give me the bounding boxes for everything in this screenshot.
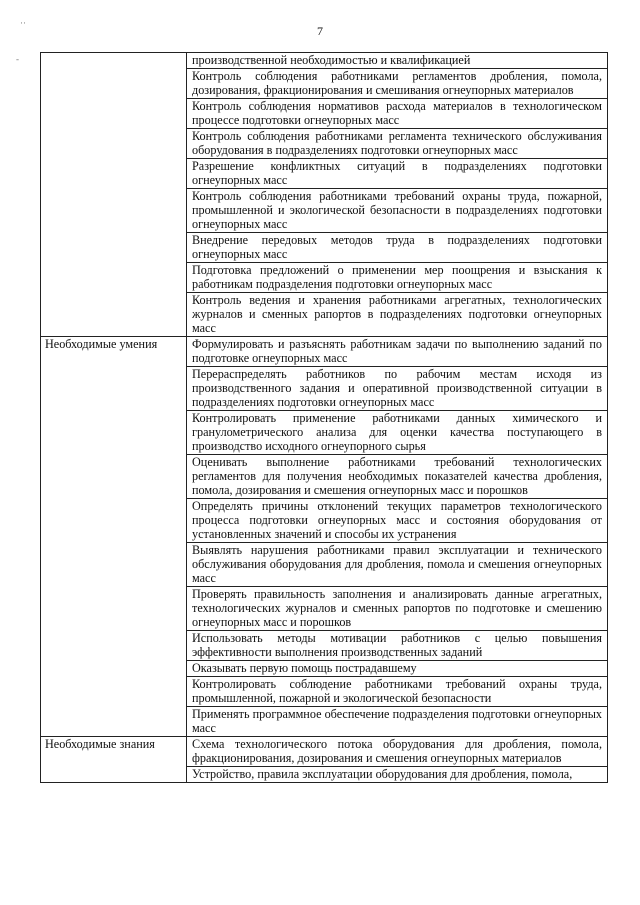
margin-mark: - [16,54,19,64]
requirement-text: Контроль соблюдения нормативов расхода материалов в технологическом процессе подготовки огнеупорных масс [187,99,608,129]
requirement-text: Контроль соблюдения работниками требований охраны труда, пожарной, промышленной и экологической безопасности в подразделениях подготовки огнеупорных масс [187,189,608,233]
requirement-text: Контролировать соблюдение работниками требований охраны труда, промышленной, пожарной и экологической безопасности [187,677,608,707]
requirement-text: Контроль соблюдения работниками регламентов дробления, помола, дозирования, фракционирования и смешивания огнеупорных материалов [187,69,608,99]
requirement-text: Проверять правильность заполнения и анализировать данные агрегатных, технологических журналов и сменных рапортов по подготовке и смешению огнеупорных масс и порошков [187,587,608,631]
section-label: Необходимые знания [41,737,187,783]
requirement-text: Контролировать применение работниками данных химического и гранулометрического анализа для оценки качества поступающего в производство исходного огнеупорного сырья [187,411,608,455]
table-row [41,737,608,767]
page-number: 7 [317,24,323,38]
requirement-text: Внедрение передовых методов труда в подразделениях подготовки огнеупорных масс [187,233,608,263]
requirement-text: производственной необходимостью и квалификацией [187,53,608,69]
section-label [41,53,187,337]
requirement-text: Оценивать выполнение работниками требований технологических регламентов для получения необходимых показателей качества дробления, помола, дозирования и смешения огнеупорных масс и порошков [187,455,608,499]
table-row [41,337,608,367]
requirement-text: Подготовка предложений о применении мер поощрения и взыскания к работникам подразделения подготовки огнеупорных масс [187,263,608,293]
requirement-text: Разрешение конфликтных ситуаций в подразделениях подготовки огнеупорных масс [187,159,608,189]
section-label: Необходимые умения [41,337,187,737]
requirement-text: Устройство, правила эксплуатации оборудования для дробления, помола, [187,767,608,783]
requirement-text: Оказывать первую помощь пострадавшему [187,661,608,677]
requirement-text: Использовать методы мотивации работников с целью повышения эффективности выполнения производственных заданий [187,631,608,661]
requirement-text: Схема технологического потока оборудования для дробления, помола, фракционирования, дозирования и смешения огнеупорных материалов [187,737,608,767]
requirement-text: Формулировать и разъяснять работникам задачи по выполнению заданий по подготовке огнеупорных масс [187,337,608,367]
requirements-table [40,52,608,783]
requirement-text: Контроль ведения и хранения работниками агрегатных, технологических журналов и сменных рапортов в подразделениях подготовки огнеупорных масс [187,293,608,337]
table-row [41,53,608,69]
requirement-text: Применять программное обеспечение подразделения подготовки огнеупорных масс [187,707,608,737]
requirement-text: Выявлять нарушения работниками правил эксплуатации и технического обслуживания оборудования для дробления, помола и смешения огнеупорных масс [187,543,608,587]
corner-mark: ·· [20,18,26,28]
requirement-text: Перераспределять работников по рабочим местам исходя из производственного задания и оперативной производственной ситуации в подразделениях подготовки огнеупорных масс [187,367,608,411]
requirement-text: Определять причины отклонений текущих параметров технологического процесса подготовки огнеупорных масс и состояния оборудования от установленных значений и способы их устранения [187,499,608,543]
requirement-text: Контроль соблюдения работниками регламента технического обслуживания оборудования в подразделениях подготовки огнеупорных масс [187,129,608,159]
table-body [41,53,608,783]
